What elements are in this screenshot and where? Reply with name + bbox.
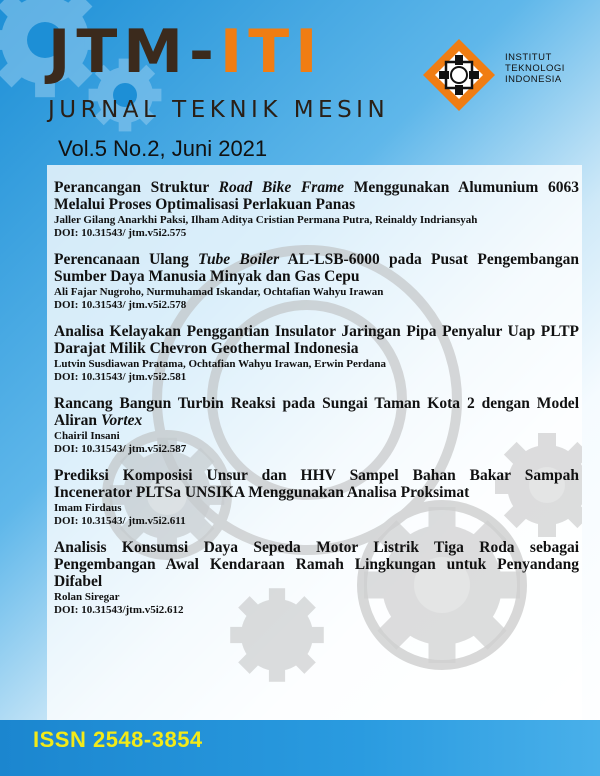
article-title-part: Perancangan Struktur (54, 179, 219, 196)
article-entry[interactable] (54, 179, 579, 240)
article-entry[interactable] (54, 467, 579, 528)
article-doi[interactable]: DOI: 10.31543/jtm.v5i2.612 (54, 604, 184, 616)
article-title-part: Vortex (100, 412, 143, 429)
article-doi[interactable]: DOI: 10.31543/ jtm.v5i2.575 (54, 227, 187, 239)
article-authors: Chairil Insani (54, 430, 120, 442)
institution-name-line: INSTITUT (505, 52, 552, 63)
article-title-part: Perencanaan Ulang (54, 251, 199, 268)
article-title-part: Tube Boiler (198, 251, 280, 268)
article-title (54, 395, 579, 429)
journal-logo-part2: ITI (219, 17, 324, 87)
article-entry[interactable] (54, 323, 579, 384)
institution-emblem-icon (422, 38, 496, 112)
journal-logo (48, 17, 324, 87)
article-doi[interactable]: DOI: 10.31543/ jtm.v5i2.581 (54, 371, 187, 383)
article-doi[interactable]: DOI: 10.31543/ jtm.v5i2.578 (54, 299, 187, 311)
institution-name-line: INDONESIA (505, 74, 562, 85)
article-authors: Ali Fajar Nugroho, Nurmuhamad Iskandar, Ochtafian Wahyu Irawan (54, 286, 384, 298)
article-title-part: Road Bike Frame (218, 179, 345, 196)
article-authors: Imam Firdaus (54, 502, 122, 514)
institution-name-line: TEKNOLOGI (505, 63, 565, 74)
article-title-part: Prediksi Komposisi Unsur dan HHV Sampel Bahan Bakar Sampah Incenerator PLTSa UNSIKA Menggunakan Analisa Proksimat (54, 467, 579, 501)
article-title (54, 251, 579, 285)
article-authors: Lutvin Susdiawan Pratama, Ochtafian Wahyu Irawan, Erwin Perdana (54, 358, 386, 370)
article-title-part: Rancang Bangun Turbin Reaksi pada Sungai Taman Kota 2 dengan Model Aliran (54, 395, 579, 429)
article-entry[interactable] (54, 251, 579, 312)
article-doi[interactable]: DOI: 10.31543/ jtm.v5i2.587 (54, 443, 187, 455)
article-doi[interactable]: DOI: 10.31543/ jtm.v5i2.611 (54, 515, 186, 527)
article-authors: Jaller Gilang Anarkhi Paksi, Ilham Aditya Cristian Permana Putra, Reinaldy Indriansyah (54, 214, 478, 226)
article-entry[interactable] (54, 539, 579, 617)
article-title (54, 179, 579, 213)
journal-subtitle: JURNAL TEKNIK MESIN (48, 97, 390, 123)
article-title-part: Analisis Konsumsi Daya Sepeda Motor Listrik Tiga Roda sebagai Pengembangan Awal Kendaraan Ramah Lingkungan untuk Penyandang Difabel (54, 539, 579, 590)
institution-name (505, 52, 565, 85)
issn-label: ISSN 2548-3854 (33, 727, 203, 752)
article-entry[interactable] (54, 395, 579, 456)
journal-logo-part1: JTM- (48, 17, 220, 87)
article-title-part: AL-LSB-6000 pada Pusat Pengembangan Sumber Daya Manusia Minyak dan Gas Cepu (54, 251, 579, 285)
article-title (54, 539, 579, 590)
article-authors: Rolan Siregar (54, 591, 120, 603)
article-title-part: Analisa Kelayakan Penggantian Insulator Jaringan Pipa Penyalur Uap PLTP Darajat Milik Chevron Geothermal Indonesia (54, 323, 579, 357)
article-list (54, 179, 579, 628)
article-title-part: Menggunakan Alumunium 6063 Melalui Proses Optimalisasi Perlakuan Panas (54, 179, 579, 213)
volume-issue: Vol.5 No.2, Juni 2021 (58, 136, 268, 161)
article-title (54, 467, 579, 501)
article-title (54, 323, 579, 357)
